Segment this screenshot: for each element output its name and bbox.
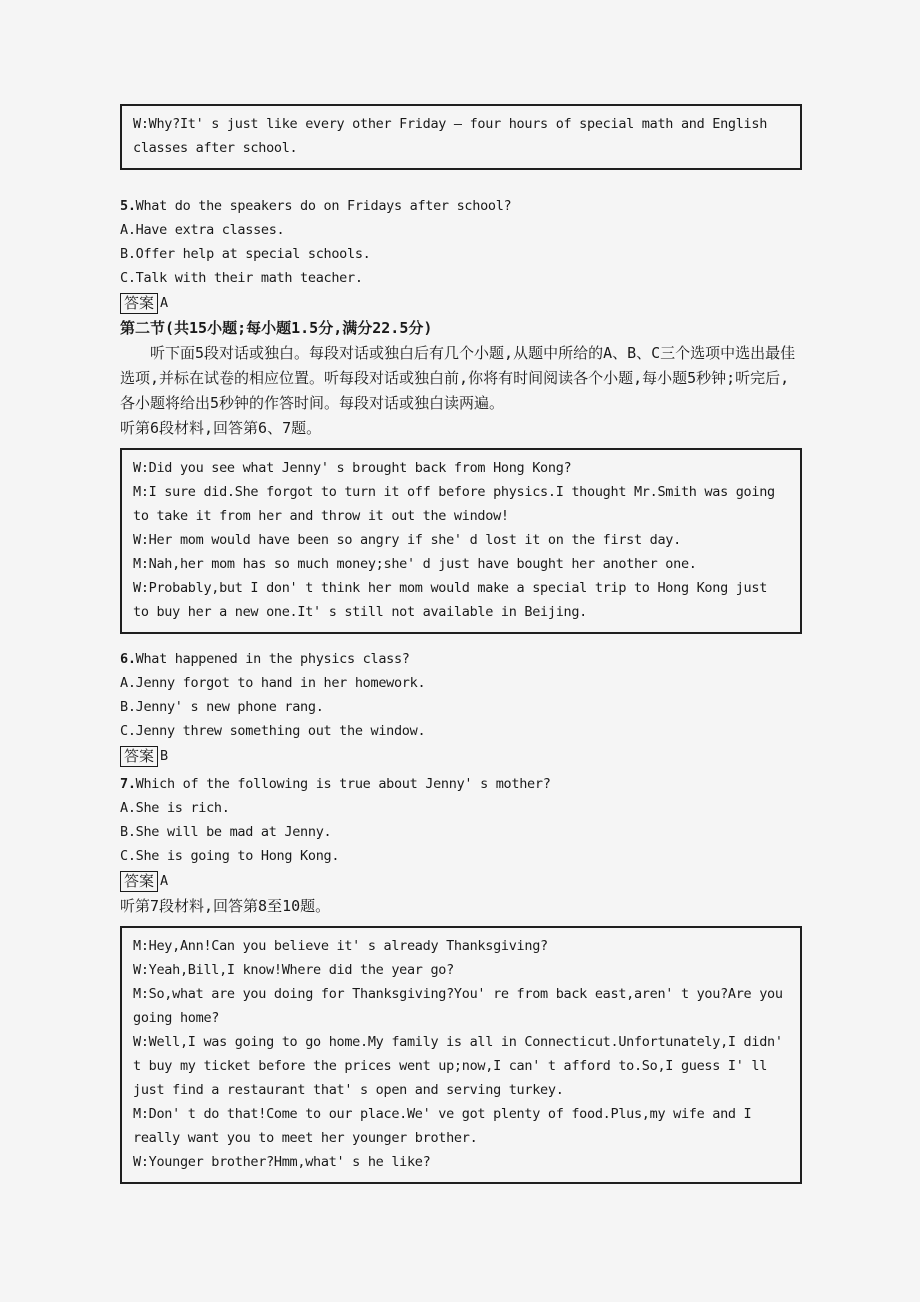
question-5-option-c: C.Talk with their math teacher.: [120, 270, 363, 286]
transcript-turn: W:Did you see what Jenny' s brought back from Hong Kong?: [133, 460, 572, 476]
answer-label: 答案: [120, 871, 158, 892]
transcript-turn: W:Younger brother?Hmm,what' s he like?: [133, 1154, 431, 1170]
question-6-option-a: A.Jenny forgot to hand in her homework.: [120, 675, 426, 691]
question-5-stem: What do the speakers do on Fridays after school?: [135, 198, 512, 214]
question-block-6: [120, 647, 802, 769]
answer-value: A: [160, 873, 168, 889]
question-7-option-c: C.She is going to Hong Kong.: [120, 848, 340, 864]
question-5-number: 5.: [120, 198, 136, 214]
transcript-box-material-6: [120, 448, 802, 634]
question-7-answer-line: [120, 868, 802, 894]
question-5-option-a: A.Have extra classes.: [120, 222, 285, 238]
transcript-turn: W:Her mom would have been so angry if she' d lost it on the first day.: [133, 532, 681, 548]
transcript-turn: W:Probably,but I don' t think her mom would make a special trip to Hong Kong just to buy her a new one.It' s still not available in Beijing.: [133, 580, 768, 620]
question-7-number: 7.: [120, 776, 136, 792]
transcript-turn: M:Nah,her mom has so much money;she' d just have bought her another one.: [133, 556, 697, 572]
transcript-turn: M:So,what are you doing for Thanksgiving?You' re from back east,aren' t you?Are you going home?: [133, 986, 783, 1026]
question-7-option-b: B.She will be mad at Jenny.: [120, 824, 332, 840]
transcript-turn: M:Don' t do that!Come to our place.We' ve got plenty of food.Plus,my wife and I really want you to meet her younger brother.: [133, 1106, 752, 1146]
question-6-option-c: C.Jenny threw something out the window.: [120, 723, 426, 739]
answer-value: B: [160, 748, 168, 764]
answer-label: 答案: [120, 293, 158, 314]
transcript-turn: W:Yeah,Bill,I know!Where did the year go?: [133, 962, 454, 978]
material-7-intro: 听第7段材料,回答第8至10题。: [120, 897, 331, 915]
answer-value: A: [160, 295, 168, 311]
question-7: [120, 772, 802, 796]
section-2-heading: 第二节(共15小题;每小题1.5分,满分22.5分): [120, 319, 433, 337]
transcript-box-material-7: [120, 926, 802, 1184]
transcript-turn: W:Why?It' s just like every other Friday — four hours of special math and English classes after school.: [133, 116, 768, 156]
question-5-option-b: B.Offer help at special schools.: [120, 246, 371, 262]
transcript-turn: M:Hey,Ann!Can you believe it' s already Thanksgiving?: [133, 938, 548, 954]
question-6-stem: What happened in the physics class?: [135, 651, 410, 667]
question-5: [120, 194, 802, 218]
transcript-turn: M:I sure did.She forgot to turn it off before physics.I thought Mr.Smith was going to take it from her and throw it out the window!: [133, 484, 775, 524]
answer-label: 答案: [120, 746, 158, 767]
section-2-instructions: 听下面5段对话或独白。每段对话或独白后有几个小题,从题中所给的A、B、C三个选项中选出最佳选项,并标在试卷的相应位置。听每段对话或独白前,你将有时间阅读各个小题,每小题5秒钟;听完后,各小题将给出5秒钟的作答时间。每段对话或独白读两遍。: [120, 344, 796, 412]
question-block-5: [120, 194, 802, 316]
material-6-intro: 听第6段材料,回答第6、7题。: [120, 419, 322, 437]
question-7-stem: Which of the following is true about Jenny' s mother?: [135, 776, 551, 792]
question-6-number: 6.: [120, 651, 136, 667]
question-6: [120, 647, 802, 671]
transcript-turn: W:Well,I was going to go home.My family is all in Connecticut.Unfortunately,I didn' t buy my ticket before the prices went up;now,I can' t afford to.So,I guess I' ll just find a restaurant that' s open and serving turkey.: [133, 1034, 783, 1098]
question-5-answer-line: [120, 290, 802, 316]
question-block-7: [120, 772, 802, 894]
question-6-option-b: B.Jenny' s new phone rang.: [120, 699, 324, 715]
question-7-option-a: A.She is rich.: [120, 800, 230, 816]
question-6-answer-line: [120, 743, 802, 769]
transcript-box-material-5: [120, 104, 802, 170]
